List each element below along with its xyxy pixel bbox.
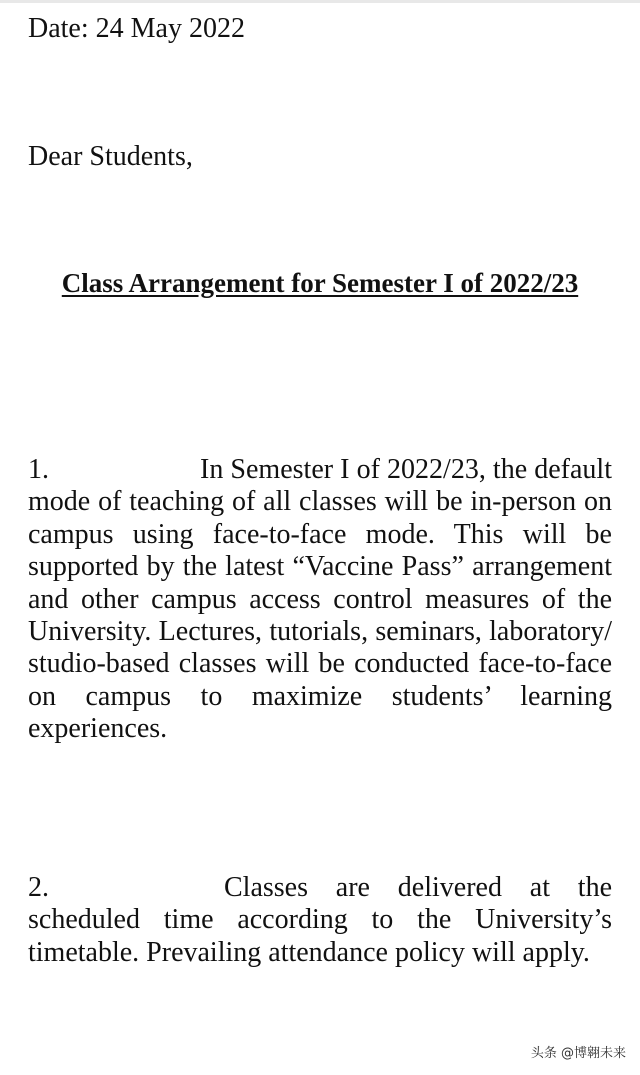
paragraph-1 [28, 454, 612, 746]
salutation: Dear Students, [28, 141, 193, 172]
paragraph-1-text: In Semester I of 2022/23, the default mode of teaching of all classes will be in-person on campus using face-to-face mode. This will be supported by the latest “Vaccine Pass” arrangement and other campus access control measures of the University. Lectures, tutorials, seminars, laboratory/ studio-based classes will be conducted face-to-face on campus to maximize students’ learning experiences. [28, 454, 612, 745]
watermark: 头条 @博翱未来 [530, 1046, 626, 1061]
paragraph-2 [28, 872, 612, 969]
letter-title: Class Arrangement for Semester I of 2022/23 [61, 268, 579, 298]
paragraph-1-number: 1. [28, 454, 49, 485]
paragraph-2-text: Classes are delivered at the scheduled time according to the University’s timetable. Prevailing attendance policy will apply. [28, 872, 612, 968]
top-border [0, 0, 640, 3]
letter-date: Date: 24 May 2022 [28, 13, 245, 44]
paragraph-2-number: 2. [28, 872, 49, 903]
